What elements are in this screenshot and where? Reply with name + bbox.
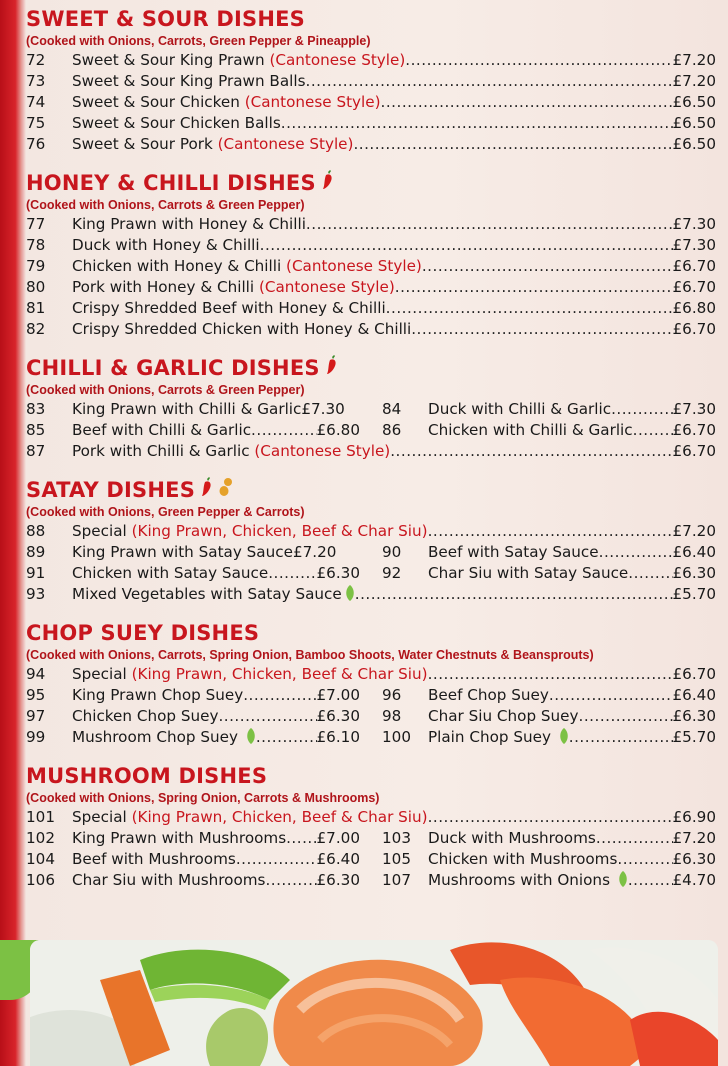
item-price: £7.20 (292, 543, 337, 561)
item-price: £7.20 (672, 51, 716, 69)
item-name (72, 870, 265, 891)
item-note: (Cantonese Style) (269, 51, 406, 69)
item-price: £7.30 (301, 400, 345, 418)
vegetarian-leaf-icon (618, 871, 628, 893)
section-title-text: SATAY DISHES (26, 478, 196, 502)
item-number: 77 (26, 215, 46, 233)
menu-row (26, 113, 716, 134)
dot-leader (355, 584, 673, 605)
item-price: £6.30 (672, 707, 716, 725)
menu-item (26, 399, 382, 420)
item-number: 93 (26, 585, 46, 603)
item-number: 98 (382, 707, 402, 725)
menu-item (382, 706, 716, 727)
menu-row (26, 277, 716, 298)
item-number: 95 (26, 686, 46, 704)
item-number: 79 (26, 257, 46, 275)
item-name-text: Beef with Chilli & Garlic (72, 421, 252, 439)
menu-item (26, 235, 716, 256)
item-name-text: Char Siu with Mushrooms (72, 871, 266, 889)
menu-item (26, 706, 382, 727)
dot-leader (386, 298, 673, 319)
item-price: £7.30 (672, 215, 716, 233)
dot-leader (265, 870, 316, 891)
item-number: 103 (382, 829, 411, 847)
item-name (72, 71, 306, 92)
menu-item (382, 685, 716, 706)
item-name (428, 685, 549, 706)
menu-item (26, 828, 382, 849)
section-subtitle: (Cooked with Onions, Green Pepper & Carrots) (26, 505, 305, 519)
menu-item (26, 319, 716, 340)
item-number: 81 (26, 299, 46, 317)
menu-row (26, 706, 716, 727)
item-number: 73 (26, 72, 46, 90)
item-price: £6.30 (316, 707, 360, 725)
section-title-text: CHOP SUEY DISHES (26, 621, 260, 645)
menu-section (26, 763, 716, 891)
item-price: £6.50 (672, 135, 716, 153)
section-title (26, 763, 716, 789)
dot-leader (281, 113, 673, 134)
item-name-text: Plain Chop Suey (428, 728, 556, 746)
item-name-text: Beef with Satay Sauce (428, 543, 599, 561)
item-name-text: Pork with Chilli & Garlic (72, 442, 255, 460)
item-name-text: Beef Chop Suey (428, 686, 549, 704)
menu-row (26, 828, 716, 849)
menu-item (26, 441, 716, 462)
item-name-text: Chicken Chop Suey (72, 707, 219, 725)
item-name (72, 420, 251, 441)
item-name (72, 256, 422, 277)
item-name (428, 849, 617, 870)
item-price: £6.40 (672, 543, 716, 561)
item-name (72, 521, 428, 542)
item-name (72, 92, 381, 113)
item-price: £6.50 (672, 114, 716, 132)
item-name (428, 727, 569, 748)
item-number: 84 (382, 400, 402, 418)
dot-leader (243, 685, 316, 706)
item-price: £7.30 (672, 400, 716, 418)
dot-leader (256, 727, 317, 748)
item-name-text: King Prawn with Satay Sauce (72, 543, 293, 561)
item-price: £6.70 (672, 665, 716, 683)
item-number: 107 (382, 871, 411, 889)
menu-row (26, 235, 716, 256)
item-name-text: Sweet & Sour Chicken Balls (72, 114, 281, 132)
menu-item (26, 685, 382, 706)
dot-leader (236, 849, 317, 870)
menu-item (382, 727, 716, 748)
menu-section (26, 620, 716, 748)
item-number: 106 (26, 871, 55, 889)
dot-leader (549, 685, 673, 706)
menu-item (382, 420, 716, 441)
menu-item (382, 542, 716, 563)
menu-item (26, 113, 716, 134)
item-name (72, 563, 268, 584)
item-number: 97 (26, 707, 46, 725)
item-number: 80 (26, 278, 46, 296)
item-number: 92 (382, 564, 402, 582)
menu-row (26, 542, 716, 563)
item-name (72, 277, 395, 298)
menu-item (26, 870, 382, 891)
menu-item (382, 828, 716, 849)
menu-item (26, 134, 716, 155)
menu-item (26, 214, 716, 235)
item-name (72, 134, 353, 155)
menu-row (26, 584, 716, 605)
item-note: (King Prawn, Chicken, Beef & Char Siu) (131, 665, 428, 683)
dot-leader (617, 849, 672, 870)
dot-leader (411, 319, 672, 340)
item-number: 82 (26, 320, 46, 338)
menu-item (26, 542, 382, 563)
menu-item (26, 584, 716, 605)
item-price: £5.70 (672, 585, 716, 603)
prawn-dish-photo (30, 940, 718, 1066)
item-number: 101 (26, 808, 55, 826)
item-name (72, 214, 306, 235)
section-title-text: SWEET & SOUR DISHES (26, 7, 305, 31)
item-number: 104 (26, 850, 55, 868)
item-name (72, 849, 236, 870)
dot-leader (428, 807, 673, 828)
section-title-text: CHILLI & GARLIC DISHES (26, 356, 320, 380)
dot-leader (611, 399, 672, 420)
item-name (72, 828, 286, 849)
menu-item (26, 420, 382, 441)
vegetarian-leaf-icon (345, 585, 355, 607)
dot-leader (306, 214, 673, 235)
item-price: £6.40 (316, 850, 360, 868)
item-number: 74 (26, 93, 46, 111)
chilli-pepper-icon (201, 477, 213, 503)
item-price: £6.70 (672, 442, 716, 460)
dot-leader (596, 828, 673, 849)
item-name-text: Special (72, 665, 132, 683)
item-number: 86 (382, 421, 402, 439)
item-name-text: Mushroom Chop Suey (72, 728, 243, 746)
item-price: £7.00 (316, 686, 360, 704)
item-number: 78 (26, 236, 46, 254)
dot-leader (628, 563, 672, 584)
menu-item (382, 870, 716, 891)
item-price: £7.30 (672, 236, 716, 254)
item-price: £6.30 (672, 564, 716, 582)
menu-row (26, 664, 716, 685)
item-name-text: Sweet & Sour Chicken (72, 93, 245, 111)
item-number: 85 (26, 421, 46, 439)
item-name-text: Mushrooms with Onions (428, 871, 615, 889)
dot-leader (353, 134, 672, 155)
item-name (72, 727, 256, 748)
item-name-text: Special (72, 808, 132, 826)
item-price: £6.90 (672, 808, 716, 826)
item-price: £6.30 (672, 850, 716, 868)
section-title (26, 620, 716, 646)
item-number: 89 (26, 543, 46, 561)
item-name (72, 584, 355, 605)
item-name-text: Duck with Mushrooms (428, 829, 596, 847)
dot-leader (428, 521, 673, 542)
item-note: (Cantonese Style) (217, 135, 354, 153)
item-name-text: Duck with Chilli & Garlic (428, 400, 612, 418)
prawn-dish-illustration (30, 940, 718, 1066)
item-price: £6.70 (672, 421, 716, 439)
left-red-border (0, 0, 22, 1066)
section-subtitle: (Cooked with Onions, Carrots, Green Pepper & Pineapple) (26, 34, 371, 48)
dot-leader (405, 50, 672, 71)
dot-leader (381, 92, 673, 113)
item-number: 105 (382, 850, 411, 868)
menu-sheet (26, 6, 716, 906)
item-name (72, 685, 243, 706)
menu-item (26, 92, 716, 113)
dot-leader (633, 420, 673, 441)
item-number: 100 (382, 728, 411, 746)
item-name-text: Mixed Vegetables with Satay Sauce (72, 585, 342, 603)
item-name-text: Crispy Shredded Beef with Honey & Chilli (72, 299, 386, 317)
spacer (345, 399, 360, 420)
menu-row (26, 521, 716, 542)
section-title-text: MUSHROOM DISHES (26, 764, 268, 788)
item-price: £5.70 (672, 728, 716, 746)
item-number: 83 (26, 400, 46, 418)
item-name-text: Crispy Shredded Chicken with Honey & Chilli (72, 320, 412, 338)
item-price: £6.80 (316, 421, 360, 439)
dot-leader (428, 664, 673, 685)
menu-section (26, 170, 716, 340)
section-subtitle: (Cooked with Onions, Carrots, Spring Onion, Bamboo Shoots, Water Chestnuts & Beansprouts) (26, 648, 594, 662)
chilli-pepper-icon (322, 170, 334, 196)
item-note: (Cantonese Style) (254, 442, 391, 460)
item-name-text: King Prawn with Honey & Chilli (72, 215, 306, 233)
menu-item (26, 727, 382, 748)
dot-leader (251, 420, 316, 441)
item-name-text: Chicken with Mushrooms (428, 850, 618, 868)
item-price: £6.50 (672, 93, 716, 111)
item-name (428, 420, 633, 441)
section-title (26, 6, 716, 32)
item-name-text: King Prawn with Chilli & Garlic (72, 400, 302, 418)
item-name (72, 706, 218, 727)
dot-leader (579, 706, 673, 727)
item-number: 88 (26, 522, 46, 540)
menu-item (26, 664, 716, 685)
dot-leader (218, 706, 316, 727)
item-price: £6.30 (316, 871, 360, 889)
dot-leader (306, 71, 673, 92)
dot-leader (569, 727, 673, 748)
chilli-pepper-icon (326, 355, 338, 381)
dot-leader (286, 828, 316, 849)
item-name (428, 706, 579, 727)
menu-row (26, 727, 716, 748)
item-number: 96 (382, 686, 402, 704)
menu-section (26, 6, 716, 155)
item-name (72, 298, 386, 319)
vegetarian-leaf-icon (246, 728, 256, 750)
item-price: £6.10 (316, 728, 360, 746)
menu-row (26, 134, 716, 155)
menu-row (26, 92, 716, 113)
menu-row (26, 71, 716, 92)
item-number: 91 (26, 564, 46, 582)
item-price: £6.80 (672, 299, 716, 317)
vegetarian-leaf-icon (559, 728, 569, 750)
menu-row (26, 319, 716, 340)
item-note: (Cantonese Style) (244, 93, 381, 111)
item-number: 72 (26, 51, 46, 69)
item-price: £7.20 (672, 72, 716, 90)
item-price: £6.70 (672, 257, 716, 275)
item-price: £7.20 (672, 522, 716, 540)
menu-item (382, 563, 716, 584)
item-name (72, 542, 293, 563)
item-number: 87 (26, 442, 46, 460)
menu-row (26, 214, 716, 235)
item-price: £6.70 (672, 278, 716, 296)
item-price: £6.30 (316, 564, 360, 582)
menu-section (26, 477, 716, 605)
menu-row (26, 807, 716, 828)
item-note: (King Prawn, Chicken, Beef & Char Siu) (131, 808, 428, 826)
item-number: 90 (382, 543, 402, 561)
menu-item (26, 298, 716, 319)
item-number: 76 (26, 135, 46, 153)
item-price: £7.00 (316, 829, 360, 847)
item-note: (King Prawn, Chicken, Beef & Char Siu) (131, 522, 428, 540)
item-note: (Cantonese Style) (286, 257, 422, 275)
item-name (428, 828, 596, 849)
item-note: (Cantonese Style) (258, 278, 395, 296)
section-subtitle: (Cooked with Onions, Carrots & Green Pepper) (26, 383, 305, 397)
dot-leader (422, 256, 673, 277)
item-name (72, 319, 411, 340)
item-number: 102 (26, 829, 55, 847)
menu-row (26, 399, 716, 420)
menu-item (26, 563, 382, 584)
dot-leader (628, 870, 673, 891)
menu-item (26, 521, 716, 542)
menu-item (26, 807, 716, 828)
item-name-text: Duck with Honey & Chilli (72, 236, 260, 254)
menu-row (26, 870, 716, 891)
item-name (72, 235, 260, 256)
item-price: £7.20 (672, 829, 716, 847)
menu-item (26, 50, 716, 71)
item-name (72, 807, 428, 828)
section-title (26, 477, 716, 503)
dot-leader (599, 542, 673, 563)
menu-row (26, 50, 716, 71)
item-price: £6.70 (672, 320, 716, 338)
item-name-text: King Prawn with Mushrooms (72, 829, 287, 847)
menu-item (26, 256, 716, 277)
section-title-text: HONEY & CHILLI DISHES (26, 171, 316, 195)
menu-row (26, 441, 716, 462)
menu-item (26, 71, 716, 92)
menu-item (382, 849, 716, 870)
peanut-icon (219, 477, 233, 503)
item-name-text: Special (72, 522, 132, 540)
menu-item (26, 849, 382, 870)
item-number: 75 (26, 114, 46, 132)
menu-row (26, 420, 716, 441)
item-name-text: Sweet & Sour Pork (72, 135, 218, 153)
item-name-text: Chicken with Chilli & Garlic (428, 421, 633, 439)
item-name (72, 113, 281, 134)
menu-row (26, 298, 716, 319)
dot-leader (390, 441, 672, 462)
menu-row (26, 849, 716, 870)
menu-row (26, 256, 716, 277)
item-name (72, 399, 301, 420)
item-name-text: King Prawn Chop Suey (72, 686, 244, 704)
item-name (428, 542, 599, 563)
item-number: 99 (26, 728, 46, 746)
item-name-text: Sweet & Sour King Prawn (72, 51, 270, 69)
section-title (26, 170, 716, 196)
item-number: 94 (26, 665, 46, 683)
dot-leader (268, 563, 316, 584)
item-name (72, 50, 405, 71)
dot-leader (260, 235, 673, 256)
section-title (26, 355, 716, 381)
item-name-text: Sweet & Sour King Prawn Balls (72, 72, 306, 90)
menu-row (26, 685, 716, 706)
menu-row (26, 563, 716, 584)
menu-item (382, 399, 716, 420)
item-name-text: Char Siu Chop Suey (428, 707, 579, 725)
section-subtitle: (Cooked with Onions, Carrots & Green Pepper) (26, 198, 305, 212)
section-subtitle: (Cooked with Onions, Spring Onion, Carrots & Mushrooms) (26, 791, 380, 805)
item-name-text: Beef with Mushrooms (72, 850, 236, 868)
item-name (428, 399, 611, 420)
spacer (336, 542, 360, 563)
menu-item (26, 277, 716, 298)
item-name-text: Chicken with Honey & Chilli (72, 257, 287, 275)
item-name-text: Char Siu with Satay Sauce (428, 564, 629, 582)
item-name-text: Pork with Honey & Chilli (72, 278, 259, 296)
item-price: £4.70 (672, 871, 716, 889)
item-name (72, 664, 428, 685)
dot-leader (395, 277, 673, 298)
item-name (72, 441, 390, 462)
item-name (428, 870, 628, 891)
item-name-text: Chicken with Satay Sauce (72, 564, 269, 582)
menu-section (26, 355, 716, 462)
item-price: £6.40 (672, 686, 716, 704)
item-name (428, 563, 628, 584)
